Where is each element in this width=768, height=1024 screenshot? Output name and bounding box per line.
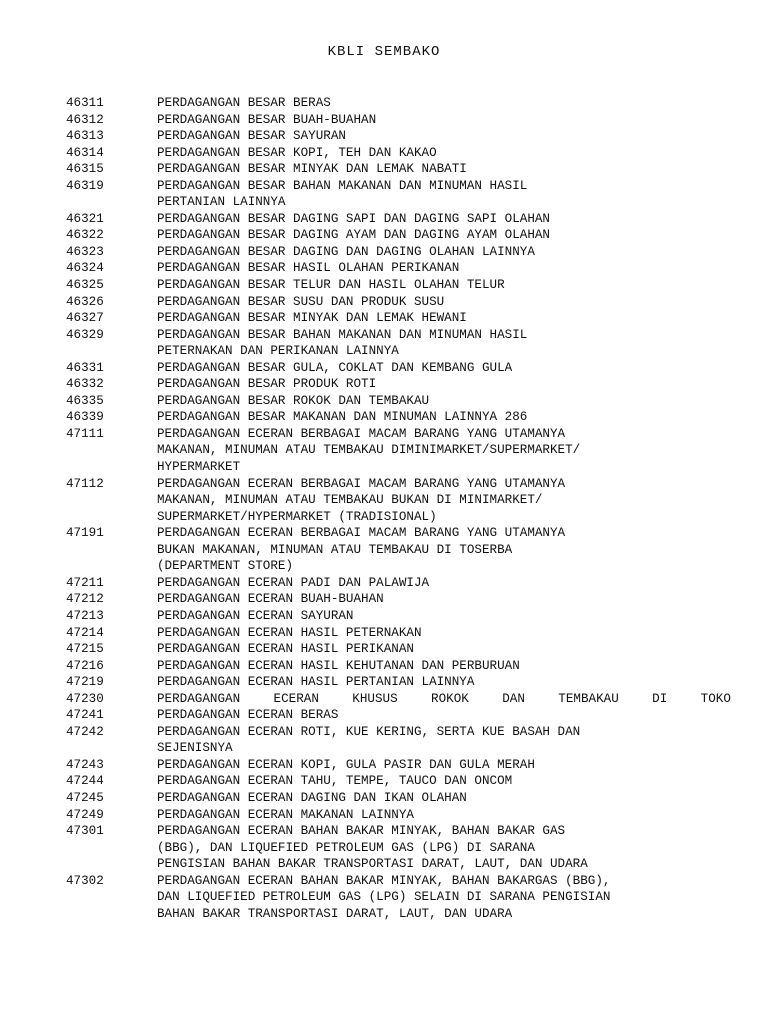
kbli-code: 46315	[66, 162, 104, 177]
kbli-description	[157, 145, 737, 162]
kbli-description	[157, 294, 737, 311]
kbli-description	[157, 658, 737, 675]
description-line: PERDAGANGAN BESAR DAGING AYAM DAN DAGING AYAM OLAHAN	[157, 228, 550, 243]
kbli-description	[157, 211, 737, 228]
description-word: KHUSUS	[352, 691, 398, 706]
list-item	[66, 128, 746, 145]
list-item	[66, 409, 746, 426]
kbli-code: 46313	[66, 129, 104, 144]
description-line: PERDAGANGAN ECERAN BERBAGAI MACAM BARANG YANG UTAMANYA	[157, 426, 566, 441]
kbli-description	[157, 641, 737, 658]
list-item	[66, 227, 746, 244]
description-word: TOKO	[700, 691, 731, 706]
kbli-description	[157, 260, 737, 277]
list-item	[66, 327, 746, 360]
description-word: PERDAGANGAN	[157, 691, 241, 706]
description-line: BUKAN MAKANAN, MINUMAN ATAU TEMBAKAU DI TOSERBA	[157, 542, 513, 557]
kbli-code: 47211	[66, 575, 104, 590]
description-line: PERDAGANGAN ECERAN HASIL PERTANIAN LAINNYA	[157, 675, 475, 690]
kbli-code: 47111	[66, 426, 104, 441]
description-line: PERDAGANGAN ECERAN DAGING DAN IKAN OLAHAN	[157, 790, 467, 805]
description-line: PERDAGANGAN BESAR SAYURAN	[157, 129, 346, 144]
kbli-code: 47245	[66, 790, 104, 805]
description-line: PERDAGANGAN ECERAN BERBAGAI MACAM BARANG YANG UTAMANYA	[157, 526, 566, 541]
description-line: (DEPARTMENT STORE)	[157, 559, 294, 574]
kbli-description	[157, 476, 737, 526]
description-line: PERDAGANGAN BESAR DAGING SAPI DAN DAGING SAPI OLAHAN	[157, 211, 550, 226]
kbli-code: 46314	[66, 145, 104, 160]
kbli-description	[157, 327, 737, 360]
list-item	[66, 95, 746, 112]
description-line: PERDAGANGAN ECERAN HASIL PERIKANAN	[157, 642, 414, 657]
description-line: PERDAGANGAN BESAR DAGING DAN DAGING OLAHAN LAINNYA	[157, 244, 535, 259]
description-line: PERDAGANGAN BESAR BAHAN MAKANAN DAN MINUMAN HASIL	[157, 178, 528, 193]
list-item	[66, 277, 746, 294]
list-item	[66, 823, 746, 873]
kbli-description	[157, 426, 737, 476]
kbli-description	[157, 409, 737, 426]
kbli-description	[157, 227, 737, 244]
kbli-code: 46323	[66, 244, 104, 259]
list-item	[66, 757, 746, 774]
kbli-code: 47243	[66, 757, 104, 772]
description-line: HYPERMARKET	[157, 460, 241, 475]
list-item	[66, 112, 746, 129]
list-item	[66, 724, 746, 757]
description-line: MAKANAN, MINUMAN ATAU TEMBAKAU BUKAN DI MINIMARKET/	[157, 493, 543, 508]
kbli-description	[157, 277, 737, 294]
list-item	[66, 360, 746, 377]
description-line: PERDAGANGAN ECERAN KOPI, GULA PASIR DAN GULA MERAH	[157, 757, 535, 772]
kbli-code: 46329	[66, 327, 104, 342]
description-word: DAN	[502, 691, 525, 706]
list-item	[66, 145, 746, 162]
description-line: PERDAGANGAN BESAR PRODUK ROTI	[157, 377, 377, 392]
list-item	[66, 178, 746, 211]
description-line: PERDAGANGAN BESAR SUSU DAN PRODUK SUSU	[157, 294, 445, 309]
description-word: ECERAN	[273, 691, 319, 706]
kbli-code: 46325	[66, 278, 104, 293]
description-line: PERDAGANGAN BESAR BAHAN MAKANAN DAN MINUMAN HASIL	[157, 327, 528, 342]
list-item	[66, 294, 746, 311]
list-item	[66, 376, 746, 393]
list-item	[66, 426, 746, 476]
list-item	[66, 873, 746, 923]
kbli-description	[157, 691, 737, 708]
kbli-description	[157, 608, 737, 625]
kbli-code: 47212	[66, 592, 104, 607]
kbli-description	[157, 757, 737, 774]
description-line: PERDAGANGAN BESAR MAKANAN DAN MINUMAN LAINNYA 286	[157, 410, 528, 425]
description-line: PERDAGANGAN ECERAN BERAS	[157, 708, 339, 723]
kbli-description	[157, 95, 737, 112]
description-line: PERTANIAN LAINNYA	[157, 195, 286, 210]
list-item	[66, 641, 746, 658]
description-line: PERDAGANGAN BESAR TELUR DAN HASIL OLAHAN TELUR	[157, 278, 505, 293]
list-item	[66, 790, 746, 807]
list-item	[66, 773, 746, 790]
description-line: PERDAGANGAN BESAR MINYAK DAN LEMAK NABATI	[157, 162, 467, 177]
kbli-description	[157, 873, 737, 923]
kbli-description	[157, 525, 737, 575]
list-item	[66, 393, 746, 410]
list-item	[66, 260, 746, 277]
kbli-description	[157, 591, 737, 608]
kbli-code: 46335	[66, 393, 104, 408]
kbli-description	[157, 625, 737, 642]
list-item	[66, 310, 746, 327]
description-line: PERDAGANGAN ECERAN HASIL PETERNAKAN	[157, 625, 422, 640]
kbli-code: 47214	[66, 625, 104, 640]
kbli-code: 47242	[66, 724, 104, 739]
kbli-code: 46339	[66, 410, 104, 425]
kbli-description	[157, 360, 737, 377]
list-item	[66, 525, 746, 575]
kbli-code: 46327	[66, 311, 104, 326]
kbli-code: 47301	[66, 824, 104, 839]
kbli-code: 46326	[66, 294, 104, 309]
description-line: PERDAGANGAN ECERAN ROTI, KUE KERING, SERTA KUE BASAH DAN	[157, 724, 581, 739]
kbli-code: 46311	[66, 96, 104, 110]
list-item	[66, 161, 746, 178]
kbli-description	[157, 575, 737, 592]
kbli-code: 47191	[66, 526, 104, 541]
kbli-code: 47249	[66, 807, 104, 822]
description-line: PERDAGANGAN BESAR KOPI, TEH DAN KAKAO	[157, 145, 437, 160]
kbli-code: 47302	[66, 873, 104, 888]
kbli-code: 46322	[66, 228, 104, 243]
description-line: MAKANAN, MINUMAN ATAU TEMBAKAU DIMINIMARKET/SUPERMARKET/	[157, 443, 581, 458]
kbli-code: 46312	[66, 112, 104, 127]
kbli-description	[157, 178, 737, 211]
kbli-description	[157, 244, 737, 261]
list-item	[66, 658, 746, 675]
description-line: PERDAGANGAN ECERAN BUAH-BUAHAN	[157, 592, 384, 607]
kbli-code: 47215	[66, 642, 104, 657]
description-line: PERDAGANGAN ECERAN SAYURAN	[157, 608, 354, 623]
description-line: PERDAGANGAN ECERAN PADI DAN PALAWIJA	[157, 575, 430, 590]
description-line: PERDAGANGAN ECERAN TAHU, TEMPE, TAUCO DAN ONCOM	[157, 774, 513, 789]
kbli-code: 47112	[66, 476, 104, 491]
kbli-code: 47216	[66, 658, 104, 673]
kbli-code: 47244	[66, 774, 104, 789]
list-item	[66, 211, 746, 228]
kbli-code: 47241	[66, 708, 104, 723]
kbli-code: 47213	[66, 608, 104, 623]
list-item	[66, 625, 746, 642]
page-title: KBLI SEMBAKO	[327, 44, 441, 60]
description-line: PERDAGANGAN BESAR HASIL OLAHAN PERIKANAN	[157, 261, 460, 276]
kbli-description	[157, 773, 737, 790]
list-item	[66, 476, 746, 526]
kbli-code: 46332	[66, 377, 104, 392]
description-line: PENGISIAN BAHAN BAKAR TRANSPORTASI DARAT, LAUT, DAN UDARA	[157, 857, 588, 872]
kbli-description	[157, 376, 737, 393]
description-word: TEMBAKAU	[558, 691, 619, 706]
kbli-code: 47219	[66, 675, 104, 690]
description-line: SEJENISNYA	[157, 741, 233, 756]
description-line: PERDAGANGAN BESAR ROKOK DAN TEMBAKAU	[157, 393, 430, 408]
description-line: BAHAN BAKAR TRANSPORTASI DARAT, LAUT, DAN UDARA	[157, 906, 513, 921]
kbli-description	[157, 128, 737, 145]
description-line: PERDAGANGAN BESAR MINYAK DAN LEMAK HEWANI	[157, 311, 467, 326]
description-line: PERDAGANGAN ECERAN BAHAN BAKAR MINYAK, BAHAN BAKAR GAS	[157, 824, 566, 839]
description-line: PERDAGANGAN BESAR BERAS	[157, 96, 331, 110]
list-item	[66, 707, 746, 724]
kbli-description	[157, 112, 737, 129]
kbli-code: 46324	[66, 261, 104, 276]
description-line: PERDAGANGAN ECERAN BAHAN BAKAR MINYAK, BAHAN BAKARGAS (BBG),	[157, 873, 611, 888]
description-line: PERDAGANGAN ECERAN BERBAGAI MACAM BARANG YANG UTAMANYA	[157, 476, 566, 491]
kbli-description	[157, 393, 737, 410]
list-item	[66, 674, 746, 691]
list-item	[66, 807, 746, 824]
description-line: SUPERMARKET/HYPERMARKET (TRADISIONAL)	[157, 509, 437, 524]
description-line: PERDAGANGAN BESAR BUAH-BUAHAN	[157, 112, 377, 127]
description-line	[157, 691, 731, 708]
kbli-code: 47230	[66, 691, 104, 706]
kbli-description	[157, 707, 737, 724]
kbli-description	[157, 807, 737, 824]
list-item	[66, 591, 746, 608]
description-line: (BBG), DAN LIQUEFIED PETROLEUM GAS (LPG) DI SARANA	[157, 840, 535, 855]
description-line: PERDAGANGAN ECERAN HASIL KEHUTANAN DAN PERBURUAN	[157, 658, 520, 673]
list-item	[66, 244, 746, 261]
kbli-code: 46321	[66, 211, 104, 226]
list-item	[66, 575, 746, 592]
description-word: DI	[652, 691, 668, 706]
kbli-description	[157, 790, 737, 807]
kbli-description	[157, 823, 737, 873]
description-line: DAN LIQUEFIED PETROLEUM GAS (LPG) SELAIN DI SARANA PENGISIAN	[157, 890, 611, 905]
kbli-description	[157, 161, 737, 178]
kbli-description	[157, 724, 737, 757]
description-line: PERDAGANGAN BESAR GULA, COKLAT DAN KEMBANG GULA	[157, 360, 513, 375]
description-line: PERDAGANGAN ECERAN MAKANAN LAINNYA	[157, 807, 414, 822]
kbli-list	[66, 95, 746, 922]
kbli-code: 46331	[66, 360, 104, 375]
list-item	[66, 608, 746, 625]
kbli-description	[157, 310, 737, 327]
description-word: ROKOK	[431, 691, 469, 706]
list-item	[66, 691, 746, 708]
kbli-description	[157, 674, 737, 691]
description-line: PETERNAKAN DAN PERIKANAN LAINNYA	[157, 344, 399, 359]
kbli-code: 46319	[66, 178, 104, 193]
